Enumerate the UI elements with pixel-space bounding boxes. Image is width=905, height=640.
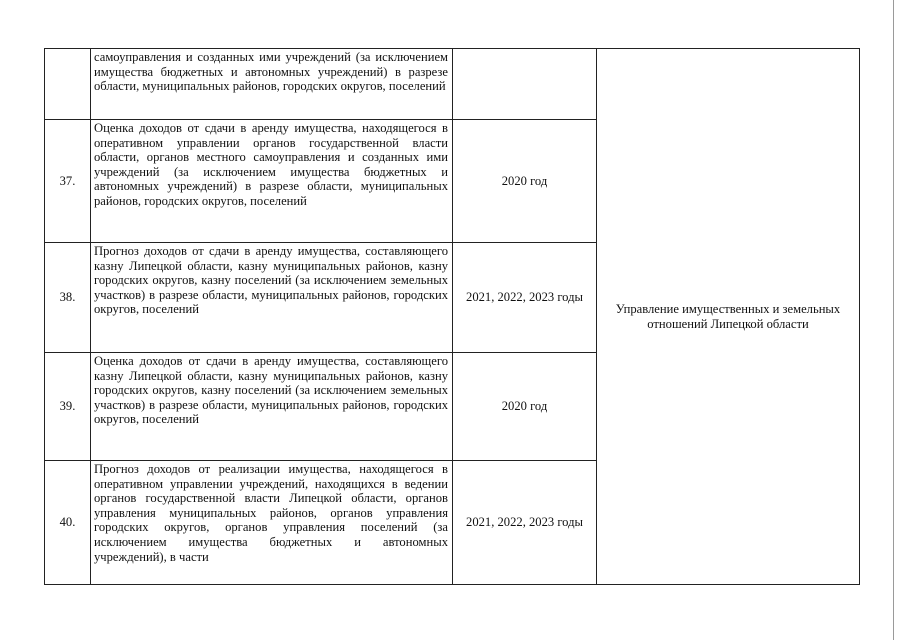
row-period: 2021, 2022, 2023 годы	[453, 243, 597, 353]
row-description	[91, 49, 453, 120]
row-description	[91, 243, 453, 353]
row-number: 39.	[45, 353, 91, 461]
row-period	[453, 49, 597, 120]
row-description	[91, 120, 453, 243]
description-text: Прогноз доходов от реализации имущества, находящегося в оперативном управлении учреждений, находящихся в ведении органов государственной власти Липецкой области, органов управления муниципальных районов, органов управления городских округов, органов управления поселений (за исключением имущества бюджетных и автономных учреждений), в части	[94, 462, 448, 564]
row-period: 2020 год	[453, 353, 597, 461]
description-text: Оценка доходов от сдачи в аренду имущества, находящегося в оперативном управлении органов государственной власти области, органов местного самоуправления и созданных ими учреждений (за исключением имущества бюджетных и автономных учреждений) в разрезе области, муниципальных районов, городских округов, поселений	[94, 121, 448, 208]
row-period: 2020 год	[453, 120, 597, 243]
row-description	[91, 461, 453, 585]
row-number	[45, 49, 91, 120]
row-number: 38.	[45, 243, 91, 353]
description-text: Прогноз доходов от сдачи в аренду имущества, составляющего казну Липецкой области, казну муниципальных районов, казну городских округов, казну поселений (за исключением земельных участков) в разрезе области, муниципальных районов, городских округов, поселений	[94, 244, 448, 317]
description-text: Оценка доходов от сдачи в аренду имущества, составляющего казну Липецкой области, казну муниципальных районов, казну городских округов, казну поселений (за исключением земельных участков) в разрезе области, муниципальных районов, городских округов, поселений	[94, 354, 448, 427]
table-row	[45, 49, 860, 120]
row-number: 37.	[45, 120, 91, 243]
row-period: 2021, 2022, 2023 годы	[453, 461, 597, 585]
description-text: самоуправления и созданных ими учреждений (за исключением имущества бюджетных и автономных учреждений) в разрезе области, муниципальных районов, городских округов, поселений	[94, 50, 448, 94]
document-table	[44, 48, 860, 585]
row-number: 40.	[45, 461, 91, 585]
row-description	[91, 353, 453, 461]
responsible-organization: Управление имущественных и земельных отношений Липецкой области	[597, 49, 860, 585]
scan-edge-line	[893, 0, 894, 640]
